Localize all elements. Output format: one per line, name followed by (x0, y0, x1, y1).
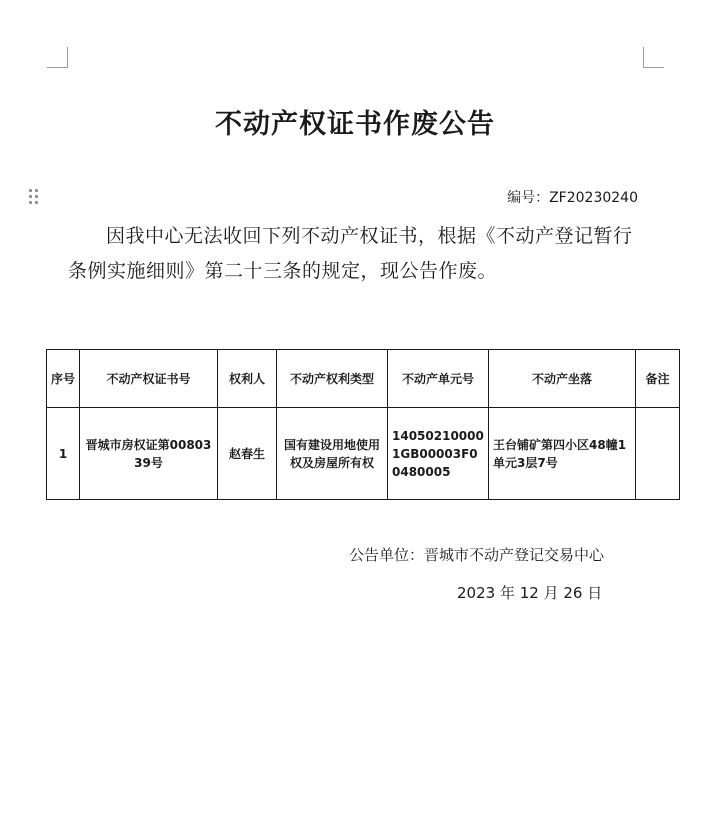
document-number-value: ZF20230240 (549, 190, 638, 206)
header-owner: 权利人 (218, 350, 277, 408)
cell-location: 王台铺矿第四小区48幢1单元3层7号 (489, 408, 636, 500)
page-corner-mark-top-left (47, 47, 68, 68)
header-location: 不动产坐落 (489, 350, 636, 408)
issuer-label: 公告单位： (349, 546, 425, 564)
cell-seq: 1 (47, 408, 80, 500)
header-right-type: 不动产权利类型 (277, 350, 388, 408)
cell-right-type: 国有建设用地使用权及房屋所有权 (277, 408, 388, 500)
document-number (507, 187, 638, 207)
table-row (47, 408, 680, 500)
issuer-name: 晋城市不动产登记交易中心 (424, 546, 605, 564)
header-cert-no: 不动产权证书号 (80, 350, 218, 408)
header-unit-no: 不动产单元号 (388, 350, 489, 408)
cell-owner: 赵春生 (218, 408, 277, 500)
header-seq: 序号 (47, 350, 80, 408)
announcement-body: 因我中心无法收回下列不动产权证书，根据《不动产登记暂行条例实施细则》第二十三条的规定，现公告作废。 (68, 225, 633, 282)
header-remark: 备注 (636, 350, 680, 408)
cell-unit-no: 140502100001GB00003F00480005 (388, 408, 489, 500)
page-title: 不动产权证书作废公告 (215, 109, 495, 140)
announcement-date: 2023 年 12 月 26 日 (457, 584, 603, 602)
document-number-label: 编号： (507, 190, 550, 206)
issuer (349, 544, 604, 565)
page-corner-mark-top-right (643, 47, 664, 68)
cell-remark (636, 408, 680, 500)
certificate-table (46, 349, 680, 500)
cell-cert-no: 晋城市房权证第0080339号 (80, 408, 218, 500)
drag-handle-icon[interactable] (29, 189, 39, 205)
table-header-row (47, 350, 680, 408)
